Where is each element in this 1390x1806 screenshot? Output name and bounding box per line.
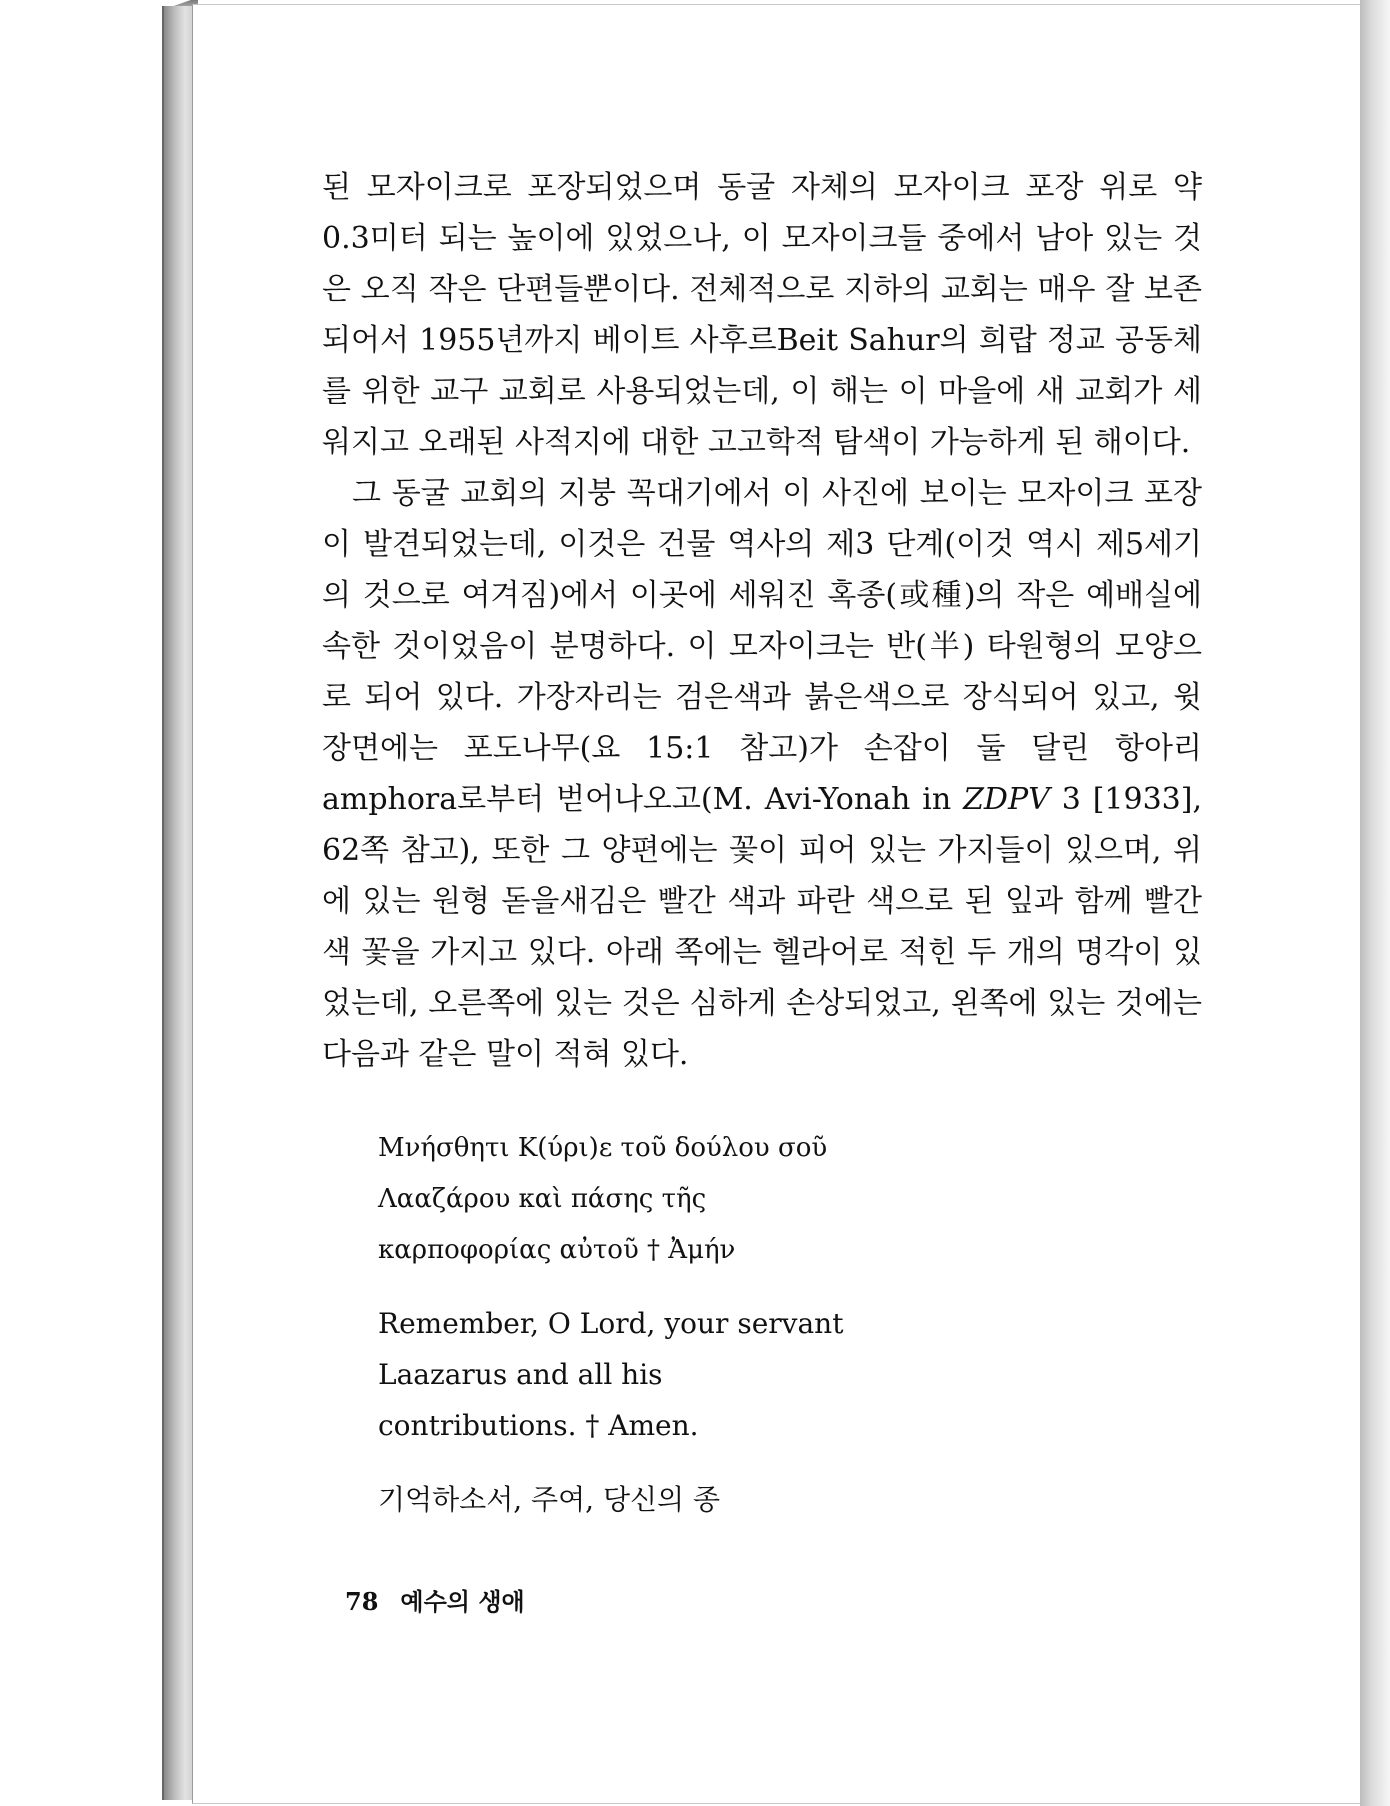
english-line: Laazarus and all his bbox=[378, 1358, 663, 1391]
paragraph-2-part-2: 3 [1933], 62쪽 참고), 또한 그 양편에는 꽃이 피어 있는 가지들이 있으며, 위에 있는 원형 돋을새김은 빨간 색과 파란 색으로 된 잎과 함께 빨간 색 꽃을 가지고 있다. 아래 쪽에는 헬라어로 적힌 두 개의 명각이 있었는데, 오른쪽에 있는 것은 심하게 손상되었고, 왼쪽에 있는 것에는 다음과 같은 말이 적혀 있다. bbox=[322, 782, 1203, 1072]
book-spine bbox=[162, 6, 194, 1800]
greek-line: Λααζάρου καὶ πάσης τῆς bbox=[378, 1184, 707, 1214]
book-title: 예수의 생애 bbox=[400, 1587, 525, 1616]
page-shadow bbox=[1360, 0, 1390, 1806]
korean-translation bbox=[378, 1474, 720, 1525]
korean-line: 기억하소서, 주여, 당신의 종 bbox=[378, 1483, 721, 1516]
english-line: contributions. † Amen. bbox=[378, 1409, 699, 1442]
paragraph-2 bbox=[322, 468, 1202, 1080]
english-line: Remember, O Lord, your servant bbox=[378, 1307, 844, 1340]
body-text bbox=[322, 162, 1202, 1080]
english-translation bbox=[378, 1298, 843, 1451]
greek-inscription bbox=[378, 1123, 827, 1276]
greek-line: Μνήσθητι Κ(ύρι)ε τοῦ δούλου σοῦ bbox=[378, 1133, 828, 1163]
page-number: 78 bbox=[345, 1587, 379, 1616]
paragraph-1: 된 모자이크로 포장되었으며 동굴 자체의 모자이크 포장 위로 약 0.3미터 되는 높이에 있었으나, 이 모자이크들 중에서 남아 있는 것은 오직 작은 단편들뿐이다. 전체적으로 지하의 교회는 매우 잘 보존되어서 1955년까지 베이트 사후르Beit Sahur의 희랍 정교 공동체를 위한 교구 교회로 사용되었는데, 이 해는 이 마을에 새 교회가 세워지고 오래된 사적지에 대한 고고학적 탐색이 가능하게 된 해이다. bbox=[322, 170, 1202, 460]
page-footer bbox=[345, 1582, 525, 1617]
paragraph-2-part-1: 그 동굴 교회의 지붕 꼭대기에서 이 사진에 보이는 모자이크 포장이 발견되었는데, 이것은 건물 역사의 제3 단계(이것 역시 제5세기의 것으로 여겨짐)에서 이곳에 세워진 혹종(或種)의 작은 예배실에 속한 것이었음이 분명하다. 이 모자이크는 반(半) 타원형의 모양으로 되어 있다. 가장자리는 검은색과 붉은색으로 장식되어 있고, 윗 장면에는 포도나무(요 15:1 참고)가 손잡이 둘 달린 항아리 amphora로부터 벋어나오고(M. Avi-Yonah in bbox=[322, 476, 1202, 817]
greek-line: καρποφορίας αὐτοῦ † Ἀμήν bbox=[378, 1235, 736, 1265]
journal-abbreviation: ZDPV bbox=[963, 782, 1050, 817]
